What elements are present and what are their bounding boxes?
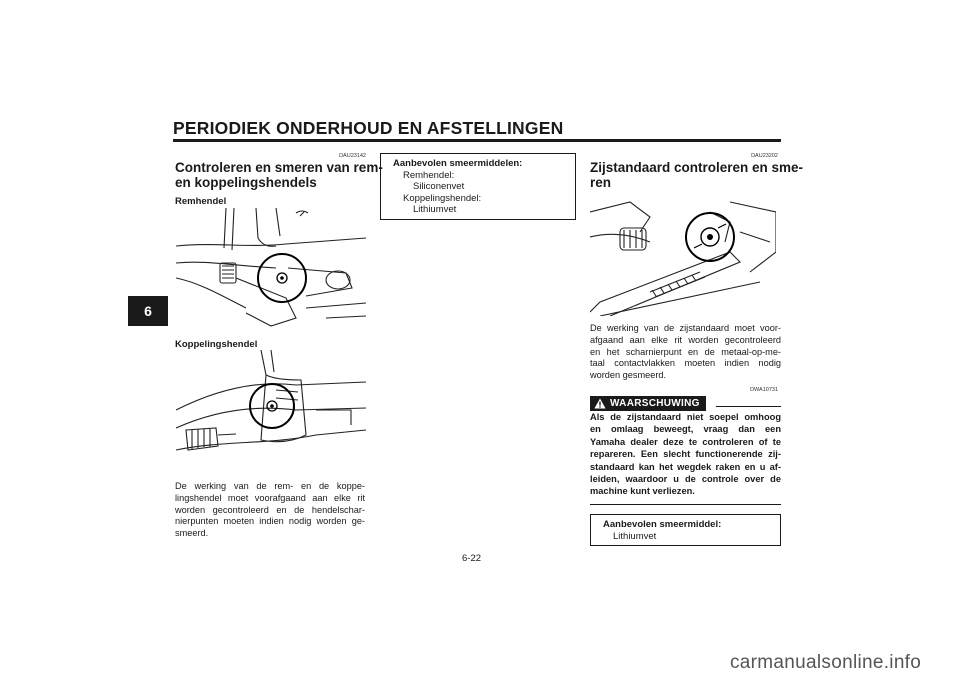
page-title: PERIODIEK ONDERHOUD EN AFSTELLINGEN xyxy=(173,118,564,138)
page-number: 6-22 xyxy=(462,553,482,564)
brake-lever-illustration xyxy=(176,208,366,330)
chapter-tab: 6 xyxy=(128,296,168,326)
clutch-lever-illustration xyxy=(176,350,366,472)
ref-code: DAU23142 xyxy=(339,153,366,159)
box-title: Aanbevolen smeermiddelen: xyxy=(393,158,523,169)
clutch-lever-label: Koppelingshendel xyxy=(175,339,258,350)
brake-lever-label: Remhendel xyxy=(175,196,227,207)
warning-bottom-rule xyxy=(590,504,781,505)
recommended-lubricant-box: Aanbevolen smeermiddel: Lithiumvet xyxy=(590,514,781,546)
warning-text: Als de zijstandaard niet soepel omhoog en omlaag beweegt, vraag dan een Yamaha dealer deze te controleren of te repareren. Een slecht functionerende zij- standaard kan het wegdek raken en u af- leiden, waardoor u de controle over de machine kunt verliezen. xyxy=(590,412,781,497)
warning-top-rule xyxy=(716,406,781,407)
recommended-lubricants-box: Aanbevolen smeermiddelen: Remhendel: Siliconenvet Koppelingshendel: Lithiumvet xyxy=(380,153,576,220)
warning-ref-code: DWA10731 xyxy=(750,387,778,393)
levers-body-text: De werking van de rem- en de koppe- lingshendel moet voorafgaand aan elke rit worden gecontroleerd en de hendelschar- nierpunten moeten indien nodig worden ge- smeerd. xyxy=(175,481,365,539)
watermark: carmanualsonline.info xyxy=(730,652,922,673)
section-heading-levers: Controleren en smeren van rem- en koppelingshendels xyxy=(175,160,383,190)
sidestand-illustration xyxy=(590,192,776,316)
sidestand-body-text: De werking van de zijstandaard moet voor- afgaand aan elke rit worden gecontroleerd en het scharnierpunt en de metaal-op-me- taal contactvlakken moeten indien nodig worden gesmeerd. xyxy=(590,323,781,381)
ref-code: DAU23202 xyxy=(751,153,778,159)
section-heading-sidestand: Zijstandaard controleren en sme- ren xyxy=(590,160,804,190)
lube-box-title: Aanbevolen smeermiddel: xyxy=(603,519,722,530)
warning-triangle-icon xyxy=(594,398,606,409)
warning-label: WAARSCHUWING xyxy=(590,396,706,411)
title-rule xyxy=(173,139,781,142)
